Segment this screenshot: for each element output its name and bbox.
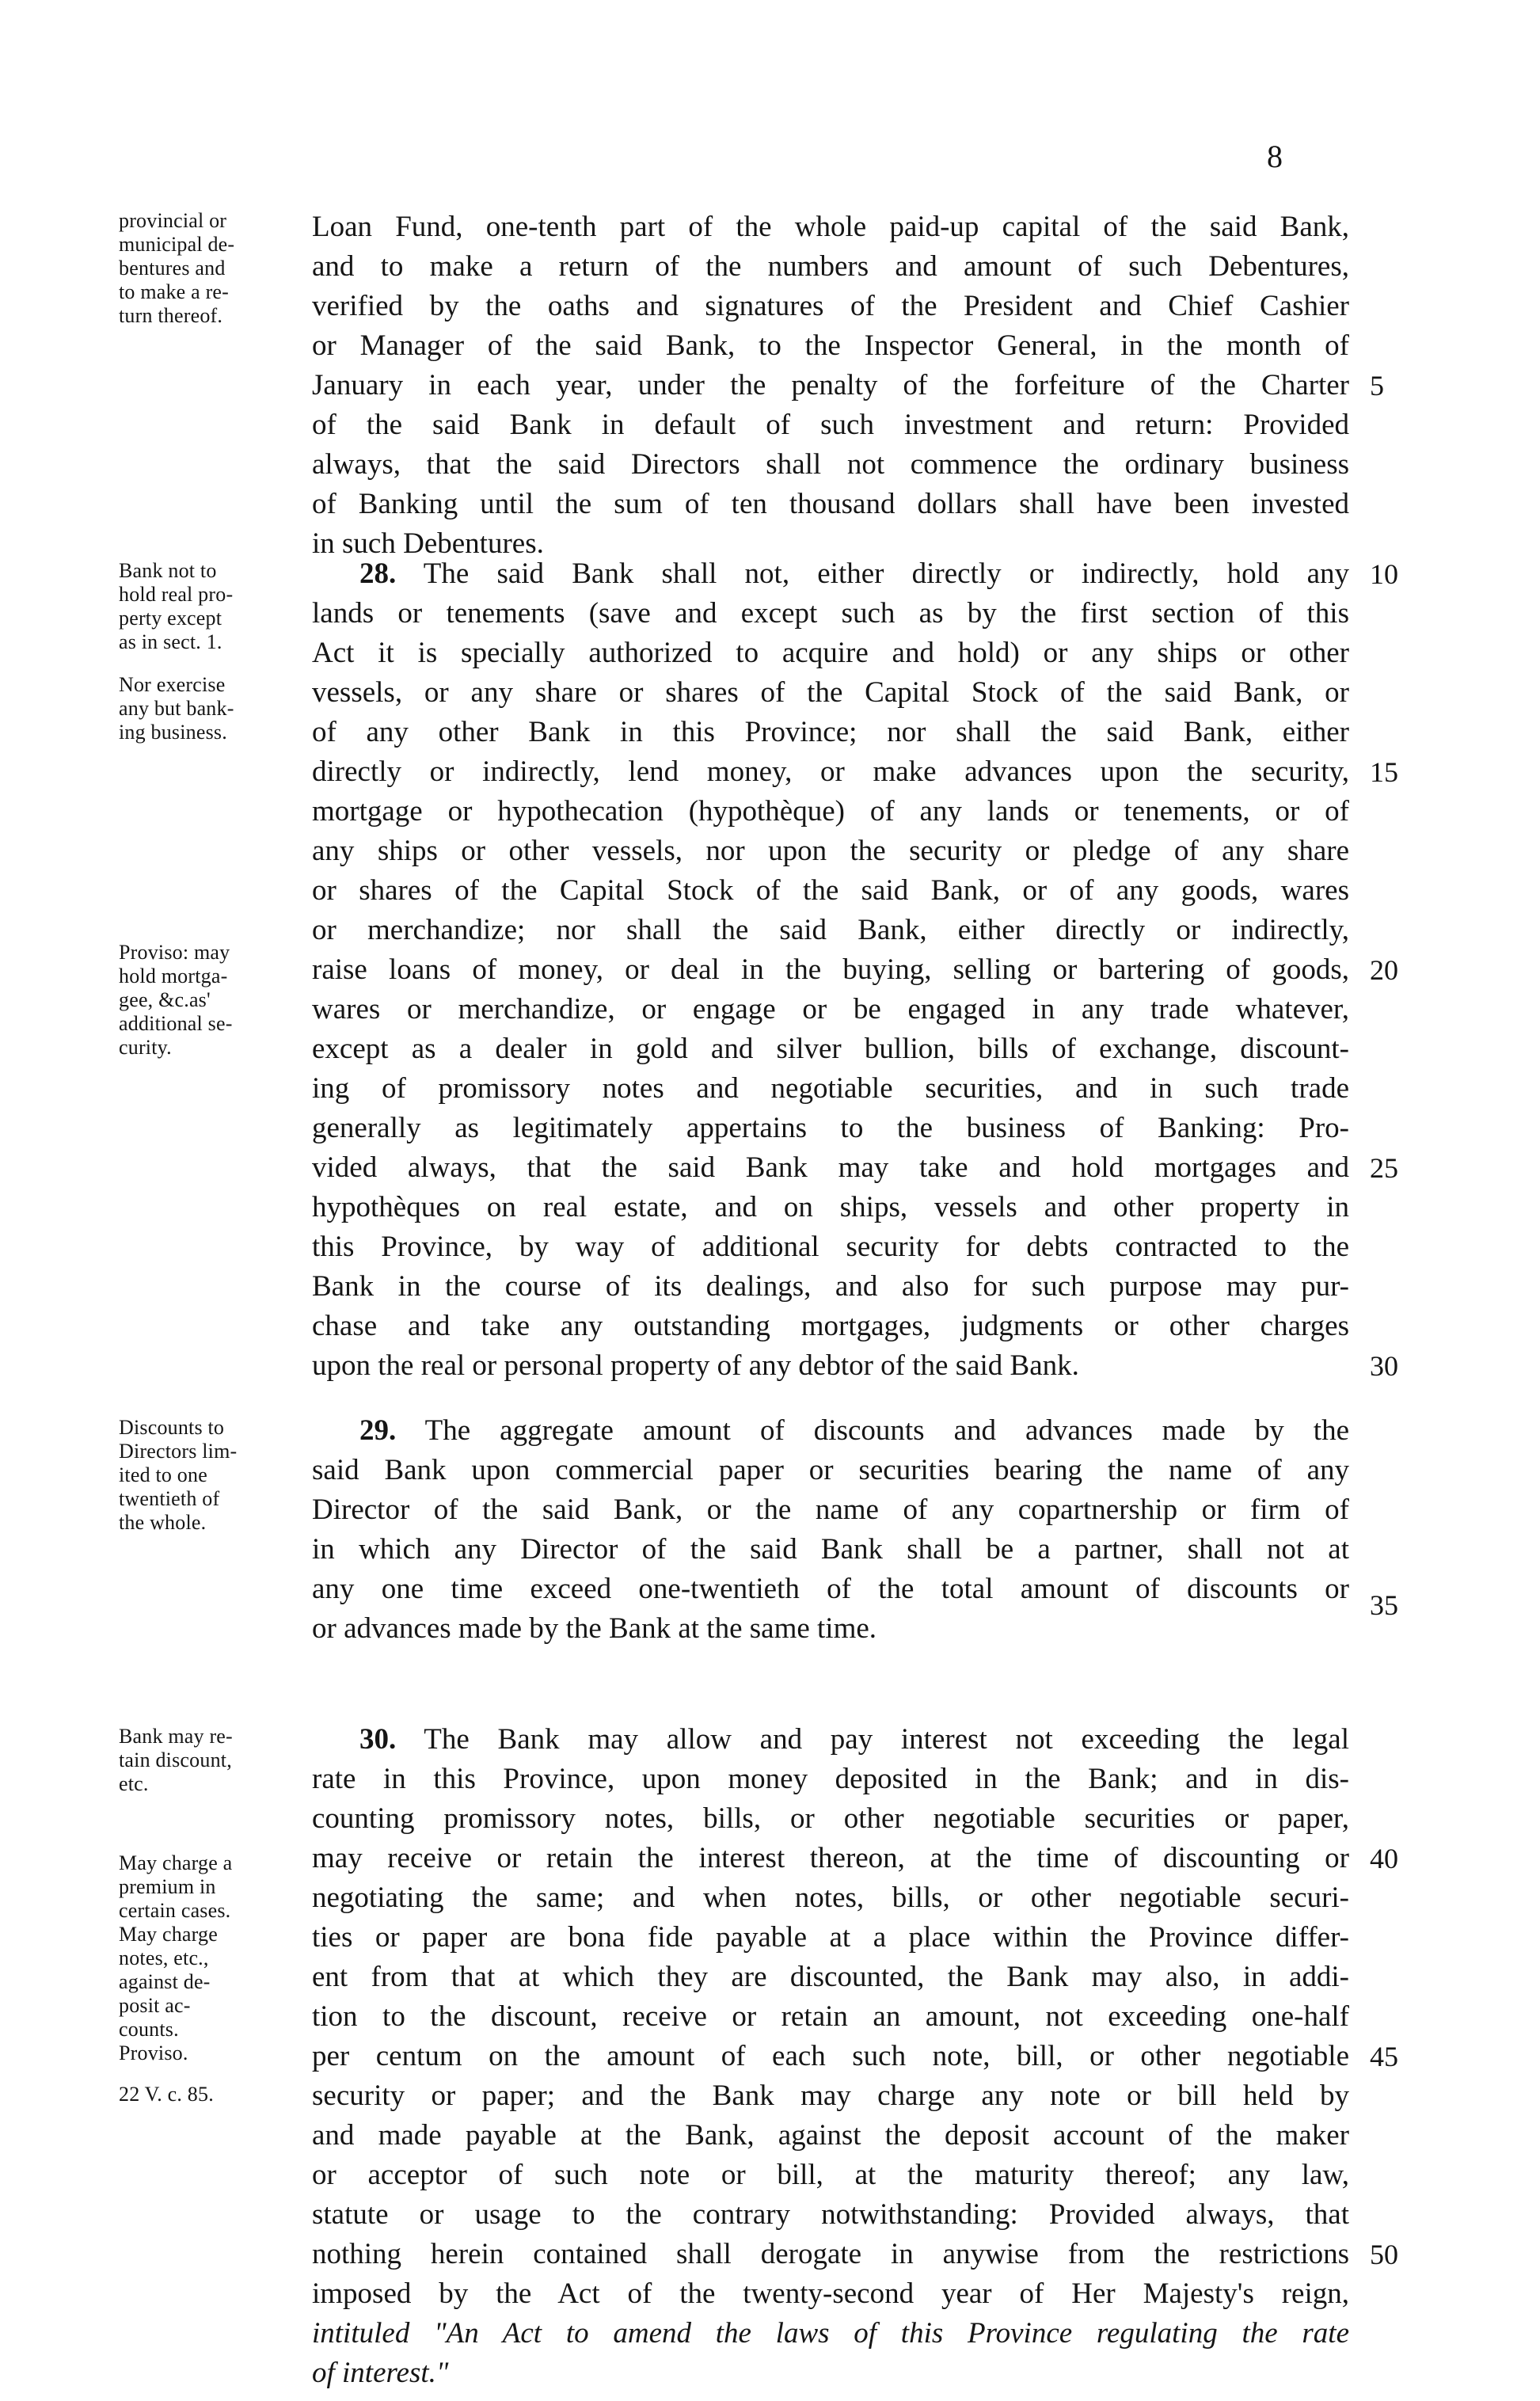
margin-note: Bank may re- tain discount, etc. — [119, 1725, 233, 1795]
text-line: of Banking until the sum of ten thousand dollars shall have been invested — [312, 488, 1349, 520]
margin-notes — [119, 559, 309, 1083]
text-line: wares or merchandize, or engage or be engaged in any trade whatever, — [312, 993, 1349, 1025]
text-line: per centum on the amount of each such note, bill, or other negotiable — [312, 2040, 1349, 2072]
text-line: of any other Bank in this Province; nor shall the said Bank, either — [312, 716, 1349, 748]
margin-note: May charge a premium in certain cases. May charge notes, etc., against de- posit ac- counts. Proviso. — [119, 1851, 233, 2064]
text-line: vessels, or any share or shares of the Capital Stock of the said Bank, or — [312, 676, 1349, 709]
margin-note: Discounts to Directors lim- ited to one twentieth of the whole. — [119, 1416, 238, 1534]
text-line: January in each year, under the penalty of the forfeiture of the Charter — [312, 369, 1349, 401]
line-number: 15 — [1370, 756, 1398, 788]
text-line: any ships or other vessels, nor upon the security or pledge of any share — [312, 835, 1349, 867]
text-line: and to make a return of the numbers and amount of such Debentures, — [312, 250, 1349, 283]
line-number: 25 — [1370, 1152, 1398, 1184]
text-line: tion to the discount, receive or retain an amount, not exceeding one-half — [312, 2000, 1349, 2033]
text-line: except as a dealer in gold and silver bullion, bills of exchange, discount- — [312, 1033, 1349, 1065]
text-line: any one time exceed one-twentieth of the total amount of discounts or — [312, 1573, 1349, 1605]
line-number: 30 — [1370, 1350, 1398, 1382]
text-line: upon the real or personal property of any debtor of the said Bank. — [312, 1349, 1079, 1382]
margin-note: 22 V. c. 85. — [119, 2083, 214, 2106]
text-line: hypothèques on real estate, and on ships, vessels and other property in — [312, 1191, 1349, 1223]
text-line: statute or usage to the contrary notwithstanding: Provided always, that — [312, 2198, 1349, 2231]
margin-note: Bank not to hold real pro- perty except as in sect. 1. — [119, 559, 234, 653]
page-number: 8 — [1267, 139, 1283, 174]
section-number: 30. — [359, 1723, 397, 1756]
text-line: may receive or retain the interest thereon, at the time of discounting or — [312, 1842, 1349, 1874]
margin-notes — [119, 1725, 309, 2130]
text-line: verified by the oaths and signatures of the President and Chief Cashier — [312, 290, 1349, 322]
section-body — [312, 554, 1349, 1386]
text-line: this Province, by way of additional security for debts contracted to the — [312, 1231, 1349, 1263]
text-line: Loan Fund, one-tenth part of the whole paid-up capital of the said Bank, — [312, 211, 1349, 243]
line-number: 5 — [1370, 370, 1384, 401]
margin-notes — [119, 209, 309, 352]
text-line: in such Debentures. — [312, 527, 544, 560]
text-line: of the said Bank in default of such investment and return: Provided — [312, 409, 1349, 441]
margin-note: Proviso: may hold mortga- gee, &c.as' additional se- curity. — [119, 941, 233, 1059]
text-line: or acceptor of such note or bill, at the maturity thereof; any law, — [312, 2159, 1349, 2191]
text-line: Director of the said Bank, or the name of any copartnership or firm of — [312, 1493, 1349, 1526]
text-line: directly or indirectly, lend money, or make advances upon the security, — [312, 755, 1349, 788]
text-line: nothing herein contained shall derogate in anywise from the restrictions — [312, 2238, 1349, 2270]
text-line: negotiating the same; and when notes, bills, or other negotiable securi- — [312, 1882, 1349, 1914]
text-line: lands or tenements (save and except such as by the first section of this — [312, 597, 1349, 630]
margin-note: provincial or municipal de- bentures and to make a re- turn thereof. — [119, 209, 235, 327]
text-line: counting promissory notes, bills, or other negotiable securities or paper, — [312, 1802, 1349, 1835]
text-line: imposed by the Act of the twenty-second year of Her Majesty's reign, — [312, 2277, 1349, 2310]
line-number: 35 — [1370, 1589, 1398, 1621]
line-number: 50 — [1370, 2239, 1398, 2270]
text-line: intituled "An Act to amend the laws of this Province regulating the rate — [312, 2317, 1349, 2350]
text-line: vided always, that the said Bank may take and hold mortgages and — [312, 1151, 1349, 1184]
line-number: 10 — [1370, 558, 1398, 590]
text-line: said Bank upon commercial paper or securities bearing the name of any — [312, 1454, 1349, 1486]
text-line: or advances made by the Bank at the same time. — [312, 1612, 877, 1645]
section-number: 29. — [359, 1414, 397, 1447]
margin-note: Nor exercise any but bank- ing business. — [119, 673, 234, 744]
text-line: mortgage or hypothecation (hypothèque) of any lands or tenements, or of — [312, 795, 1349, 828]
margin-notes — [119, 1416, 309, 1558]
text-line: always, that the said Directors shall not commence the ordinary business — [312, 448, 1349, 481]
text-line: chase and take any outstanding mortgages, judgments or other charges — [312, 1310, 1349, 1342]
text-line: 29. The aggregate amount of discounts and advances made by the — [359, 1414, 1349, 1447]
section-body — [312, 1720, 1349, 2393]
text-line: ties or paper are bona fide payable at a place within the Province differ- — [312, 1921, 1349, 1954]
text-line: and made payable at the Bank, against the deposit account of the maker — [312, 2119, 1349, 2152]
text-line: raise loans of money, or deal in the buying, selling or bartering of goods, — [312, 953, 1349, 986]
line-number: 45 — [1370, 2041, 1398, 2072]
text-line: or Manager of the said Bank, to the Inspector General, in the month of — [312, 329, 1349, 362]
line-number: 40 — [1370, 1843, 1398, 1874]
section-number: 28. — [359, 557, 397, 590]
text-line: generally as legitimately appertains to the business of Banking: Pro- — [312, 1112, 1349, 1144]
text-line: ent from that at which they are discounted, the Bank may also, in addi- — [312, 1961, 1349, 1993]
text-line: rate in this Province, upon money deposited in the Bank; and in dis- — [312, 1763, 1349, 1795]
text-line: in which any Director of the said Bank shall be a partner, shall not at — [312, 1533, 1349, 1566]
section-body — [312, 1411, 1349, 1649]
text-line: of interest." — [312, 2357, 449, 2389]
text-line: Bank in the course of its dealings, and also for such purpose may pur- — [312, 1270, 1349, 1303]
text-line: security or paper; and the Bank may charge any note or bill held by — [312, 2079, 1349, 2112]
text-line: 28. The said Bank shall not, either directly or indirectly, hold any — [359, 557, 1349, 590]
section-body — [312, 207, 1349, 564]
text-line: Act it is specially authorized to acquire and hold) or any ships or other — [312, 637, 1349, 669]
line-number: 20 — [1370, 954, 1398, 986]
text-line: 30. The Bank may allow and pay interest not exceeding the legal — [359, 1723, 1349, 1756]
text-line: or shares of the Capital Stock of the said Bank, or of any goods, wares — [312, 874, 1349, 907]
text-line: or merchandize; nor shall the said Bank, either directly or indirectly, — [312, 914, 1349, 946]
text-line: ing of promissory notes and negotiable securities, and in such trade — [312, 1072, 1349, 1105]
